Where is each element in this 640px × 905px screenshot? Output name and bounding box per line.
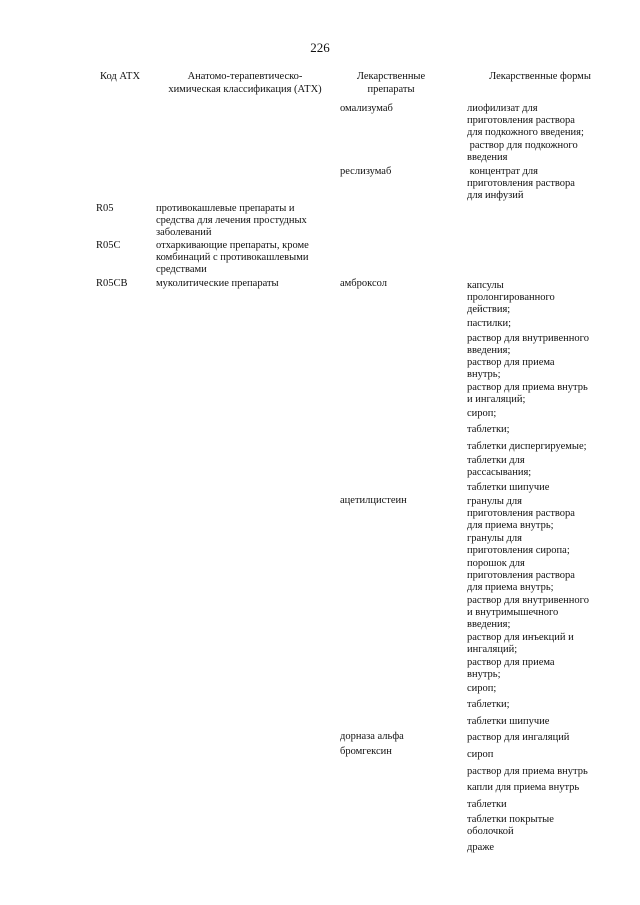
- form-line: таблетки;: [467, 699, 510, 710]
- form-line: для инфузий: [467, 190, 524, 201]
- form-line: введения: [467, 152, 508, 163]
- form-line: раствор для внутривенного: [467, 333, 589, 344]
- form-line: таблетки покрытые: [467, 814, 554, 825]
- atc-code: R05: [96, 203, 114, 214]
- form-line: раствор для приема внутрь: [467, 766, 588, 777]
- form-line: порошок для: [467, 558, 525, 569]
- form-line: гранулы для: [467, 496, 522, 507]
- form-line: раствор для ингаляций: [467, 732, 570, 743]
- drug-name: омализумаб: [340, 103, 393, 114]
- form-line: концентрат для: [467, 166, 538, 177]
- form-line: и внутримышечного: [467, 607, 559, 618]
- form-line: для приема внутрь;: [467, 520, 554, 531]
- drug-name: дорназа альфа: [340, 731, 404, 742]
- classification-line: противокашлевые препараты и: [156, 203, 295, 214]
- form-line: таблетки: [467, 799, 507, 810]
- form-line: рассасывания;: [467, 467, 532, 478]
- form-line: лиофилизат для: [467, 103, 538, 114]
- form-line: приготовления сиропа;: [467, 545, 570, 556]
- header-code: Код АТХ: [99, 71, 141, 82]
- form-line: действия;: [467, 304, 511, 315]
- form-line: раствор для инъекций и: [467, 632, 574, 643]
- header-classification-line-1: Анатомо-терапевтическо-: [187, 71, 303, 82]
- form-line: капсулы: [467, 280, 504, 291]
- classification-line: комбинаций с противокашлевыми: [156, 252, 309, 263]
- form-line: раствор для приема внутрь: [467, 382, 588, 393]
- form-line: пролонгированного: [467, 292, 555, 303]
- form-line: капли для приема внутрь: [467, 782, 580, 793]
- form-line: приготовления раствора: [467, 508, 575, 519]
- form-line: внутрь;: [467, 669, 501, 680]
- form-line: таблетки диспергируемые;: [467, 441, 587, 452]
- form-line: таблетки для: [467, 455, 525, 466]
- classification-line: муколитические препараты: [156, 278, 279, 289]
- header-drugs-line-2: препараты: [367, 84, 415, 95]
- classification-line: заболеваний: [156, 227, 212, 238]
- form-line: приготовления раствора: [467, 115, 575, 126]
- form-line: приготовления раствора: [467, 570, 575, 581]
- form-line: таблетки;: [467, 424, 510, 435]
- form-line: раствор для приема: [467, 357, 555, 368]
- form-line: введения;: [467, 345, 511, 356]
- header-forms: Лекарственные формы: [489, 71, 591, 82]
- header-drugs-line-1: Лекарственные: [356, 71, 426, 82]
- drug-name: бромгексин: [340, 746, 392, 757]
- form-line: сироп;: [467, 683, 497, 694]
- form-line: драже: [467, 842, 495, 853]
- form-line: таблетки шипучие: [467, 716, 550, 727]
- form-line: для приема внутрь;: [467, 582, 554, 593]
- form-line: гранулы для: [467, 533, 522, 544]
- atc-code: R05C: [96, 240, 121, 251]
- form-line: раствор для подкожного: [467, 140, 578, 151]
- form-line: приготовления раствора: [467, 178, 575, 189]
- form-line: внутрь;: [467, 369, 501, 380]
- drug-name: ацетилцистеин: [340, 495, 407, 506]
- form-line: ингаляций;: [467, 644, 518, 655]
- form-line: сироп: [467, 749, 494, 760]
- form-line: пастилки;: [467, 318, 512, 329]
- drug-name: реслизумаб: [340, 166, 392, 177]
- form-line: таблетки шипучие: [467, 482, 550, 493]
- form-line: и ингаляций;: [467, 394, 526, 405]
- classification-line: отхаркивающие препараты, кроме: [156, 240, 309, 251]
- atc-code: R05CB: [96, 278, 128, 289]
- classification-line: средства для лечения простудных: [156, 215, 307, 226]
- form-line: раствор для приема: [467, 657, 555, 668]
- page-number: 226: [310, 40, 330, 55]
- form-line: оболочкой: [467, 826, 514, 837]
- header-classification-line-2: химическая классификация (АТХ): [168, 84, 322, 95]
- form-line: введения;: [467, 619, 511, 630]
- classification-line: средствами: [156, 264, 207, 275]
- form-line: сироп;: [467, 408, 497, 419]
- form-line: для подкожного введения;: [467, 127, 584, 138]
- drug-name: амброксол: [340, 278, 387, 289]
- form-line: раствор для внутривенного: [467, 595, 589, 606]
